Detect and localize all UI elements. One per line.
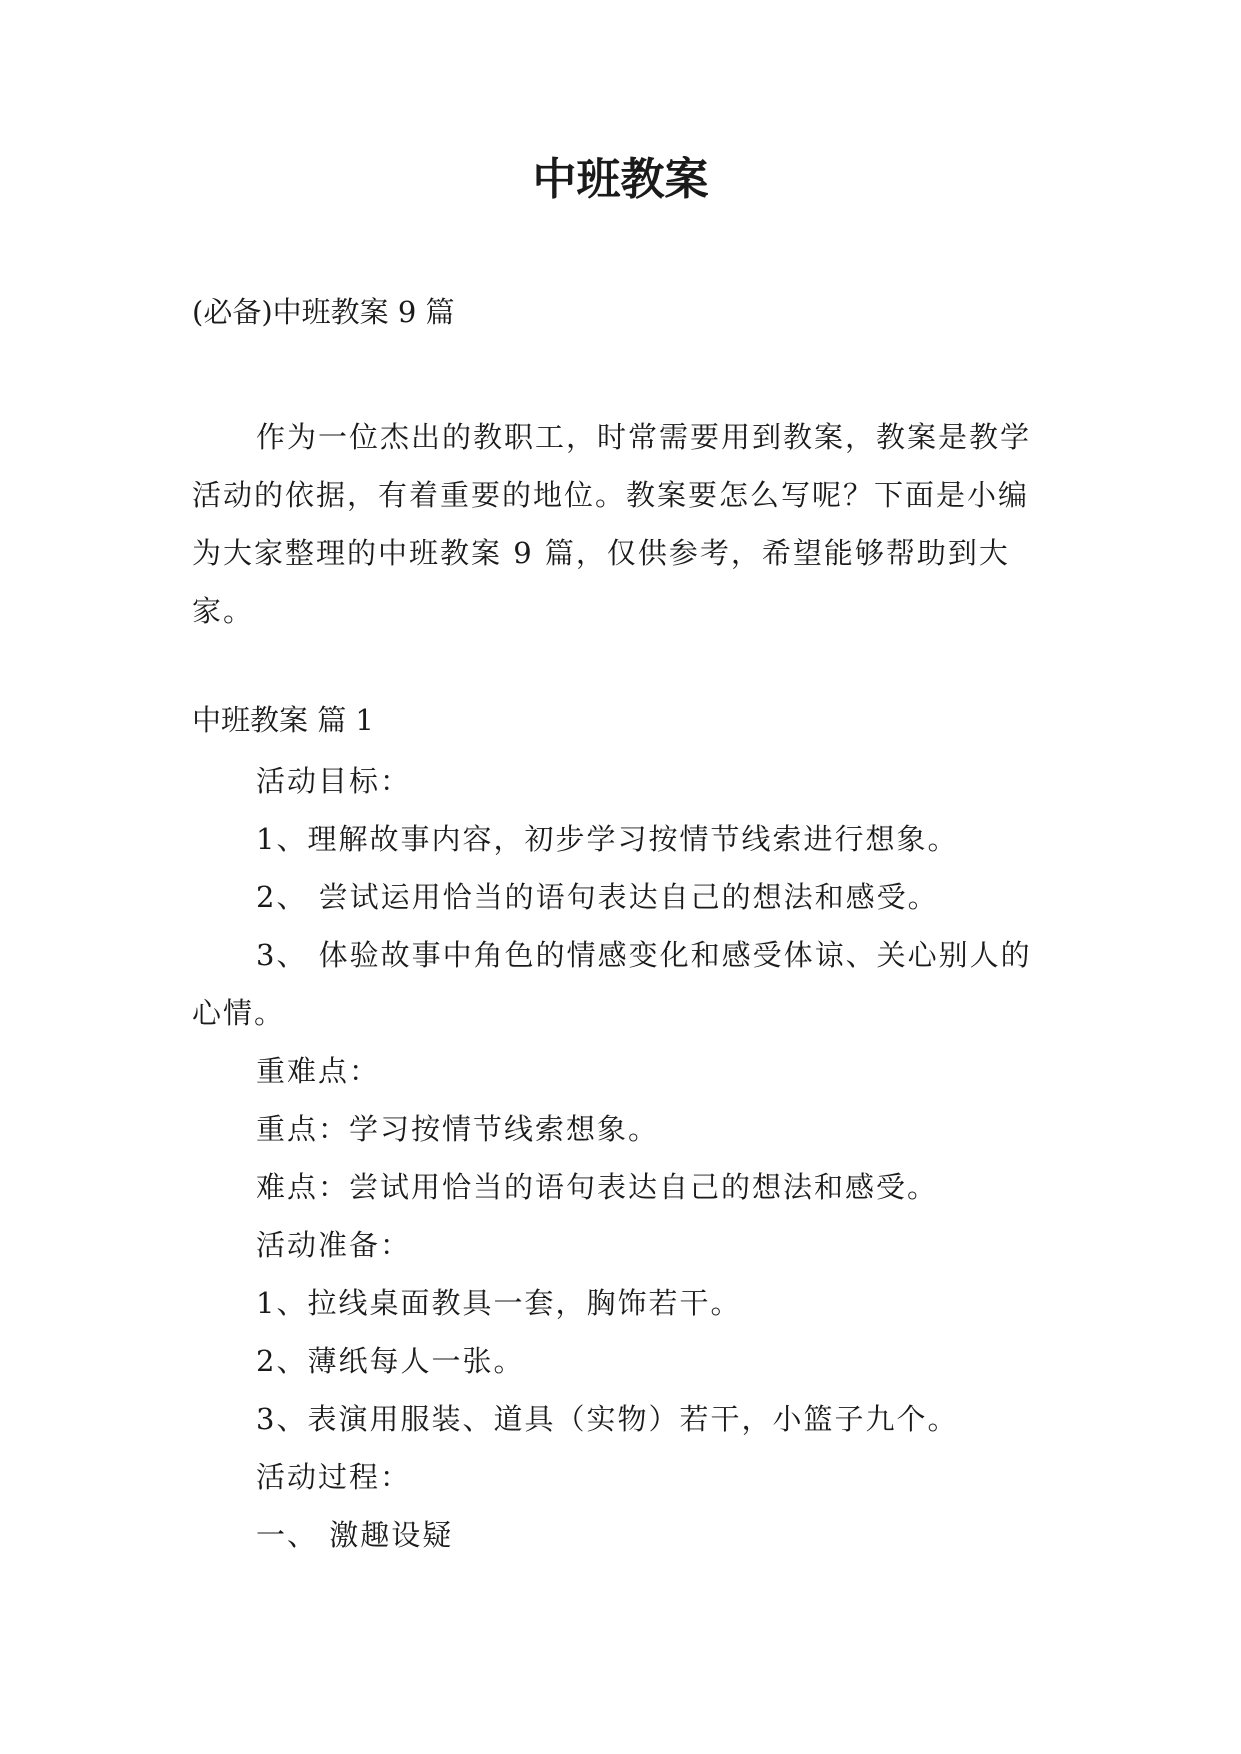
key-point: 重点：学习按情节线索想象。	[256, 1112, 660, 1146]
process-label: 活动过程：	[256, 1460, 412, 1494]
key-label: 重难点：	[256, 1054, 381, 1088]
prep-item: 2、薄纸每人一张。	[256, 1344, 525, 1378]
prep-item: 3、表演用服装、道具（实物）若干，小篮子九个。	[256, 1402, 959, 1436]
document-subtitle: (必备)中班教案 9 篇	[192, 295, 455, 329]
process-step: 一、 激趣设疑	[256, 1518, 454, 1552]
intro-paragraph: 作为一位杰出的教职工，时常需要用到教案，教案是教学活动的依据，有着重要的地位。教案要怎么写呢？下面是小编为大家整理的中班教案 9 篇，仅供参考，希望能够帮助到大家。	[192, 420, 1032, 628]
difficult-point: 难点：尝试用恰当的语句表达自己的想法和感受。	[256, 1170, 939, 1204]
goal-item: 1、理解故事内容，初步学习按情节线索进行想象。	[256, 822, 959, 856]
goals-label: 活动目标：	[256, 764, 412, 798]
section-heading: 中班教案 篇 1	[192, 703, 374, 737]
document-title: 中班教案	[532, 154, 709, 205]
goal-item: 3、 体验故事中角色的情感变化和感受体谅、关心别人的心情。	[192, 938, 1032, 1030]
prep-item: 1、拉线桌面教具一套，胸饰若干。	[256, 1286, 742, 1320]
goal-item: 2、 尝试运用恰当的语句表达自己的想法和感受。	[256, 880, 939, 914]
section-body	[192, 752, 1052, 1564]
prep-label: 活动准备：	[256, 1228, 412, 1262]
